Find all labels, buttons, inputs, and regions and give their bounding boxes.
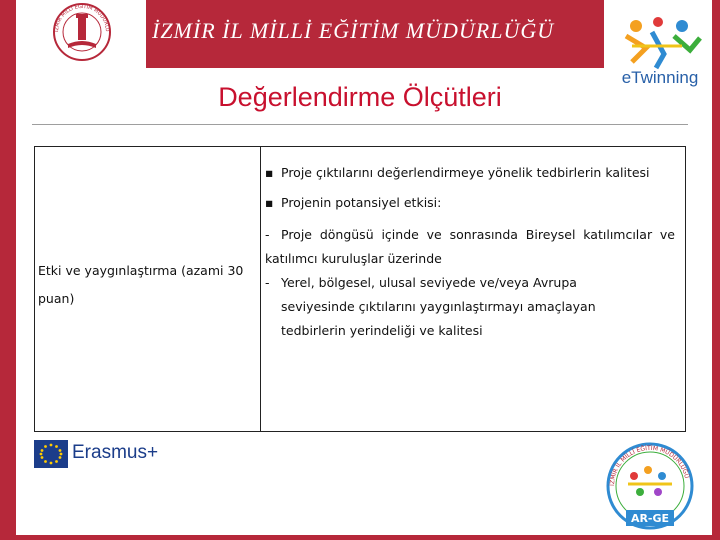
- sub-item: [265, 223, 675, 271]
- column-divider: [260, 147, 261, 431]
- etwinning-logo-text: eTwinning: [621, 68, 699, 87]
- criteria-label-line: puan): [38, 291, 75, 306]
- criteria-table: [34, 146, 686, 432]
- bullet-item: [265, 165, 675, 181]
- criteria-label-line: Etki ve yaygınlaştırma (azami 30: [38, 263, 244, 278]
- svg-text:İZMİR İL MİLLİ EĞİTİM MÜDÜRLÜĞ: İZMİR İL MİLLİ EĞİTİM MÜDÜRLÜĞÜ: [608, 444, 691, 487]
- erasmus-logo-text: Erasmus+: [72, 442, 159, 463]
- bullet-text: Projenin potansiyel etkisi:: [281, 195, 442, 210]
- bullet-text: Proje çıktılarını değerlendirmeye yönelik tedbirlerin kalitesi: [281, 165, 650, 180]
- ministry-seal-logo: [24, 2, 140, 62]
- arge-label: AR-GE: [630, 512, 670, 525]
- sub-item: [265, 271, 675, 343]
- arge-logo: [600, 440, 700, 536]
- eu-flag-icon: [34, 440, 68, 468]
- title-divider: [32, 124, 688, 125]
- sub-item-text: Yerel, bölgesel, ulusal seviyede ve/veya Avrupa: [281, 275, 577, 290]
- sub-item-text: seviyesinde çıktılarını yaygınlaştırmayı amaçlayan: [281, 299, 596, 314]
- dash-mark: -: [265, 275, 270, 290]
- left-frame: [0, 0, 16, 540]
- right-frame: [712, 0, 720, 540]
- erasmus-logo: [34, 440, 184, 470]
- header-title: İZMİR İL MİLLİ EĞİTİM MÜDÜRLÜĞÜ: [152, 18, 555, 43]
- bullet-mark: ▪: [265, 195, 274, 210]
- criteria-detail-cell: [265, 165, 675, 343]
- dash-mark: -: [265, 227, 270, 242]
- sub-item-text: tedbirlerin yerindeliği ve kalitesi: [281, 323, 483, 338]
- bullet-item: [265, 195, 675, 211]
- svg-text:İZMİR MİLLİ EĞİTİM MÜDÜRLÜĞÜ: İZMİR MİLLİ EĞİTİM MÜDÜRLÜ: [53, 3, 111, 33]
- page-title: Değerlendirme Ölçütleri: [218, 82, 502, 112]
- bullet-mark: ▪: [265, 165, 274, 180]
- sub-item-text: Proje döngüsü içinde ve sonrasında Bireysel katılımcılar ve katılımcı kuruluşlar üzerinde: [265, 227, 675, 266]
- criteria-label-cell: [38, 257, 256, 313]
